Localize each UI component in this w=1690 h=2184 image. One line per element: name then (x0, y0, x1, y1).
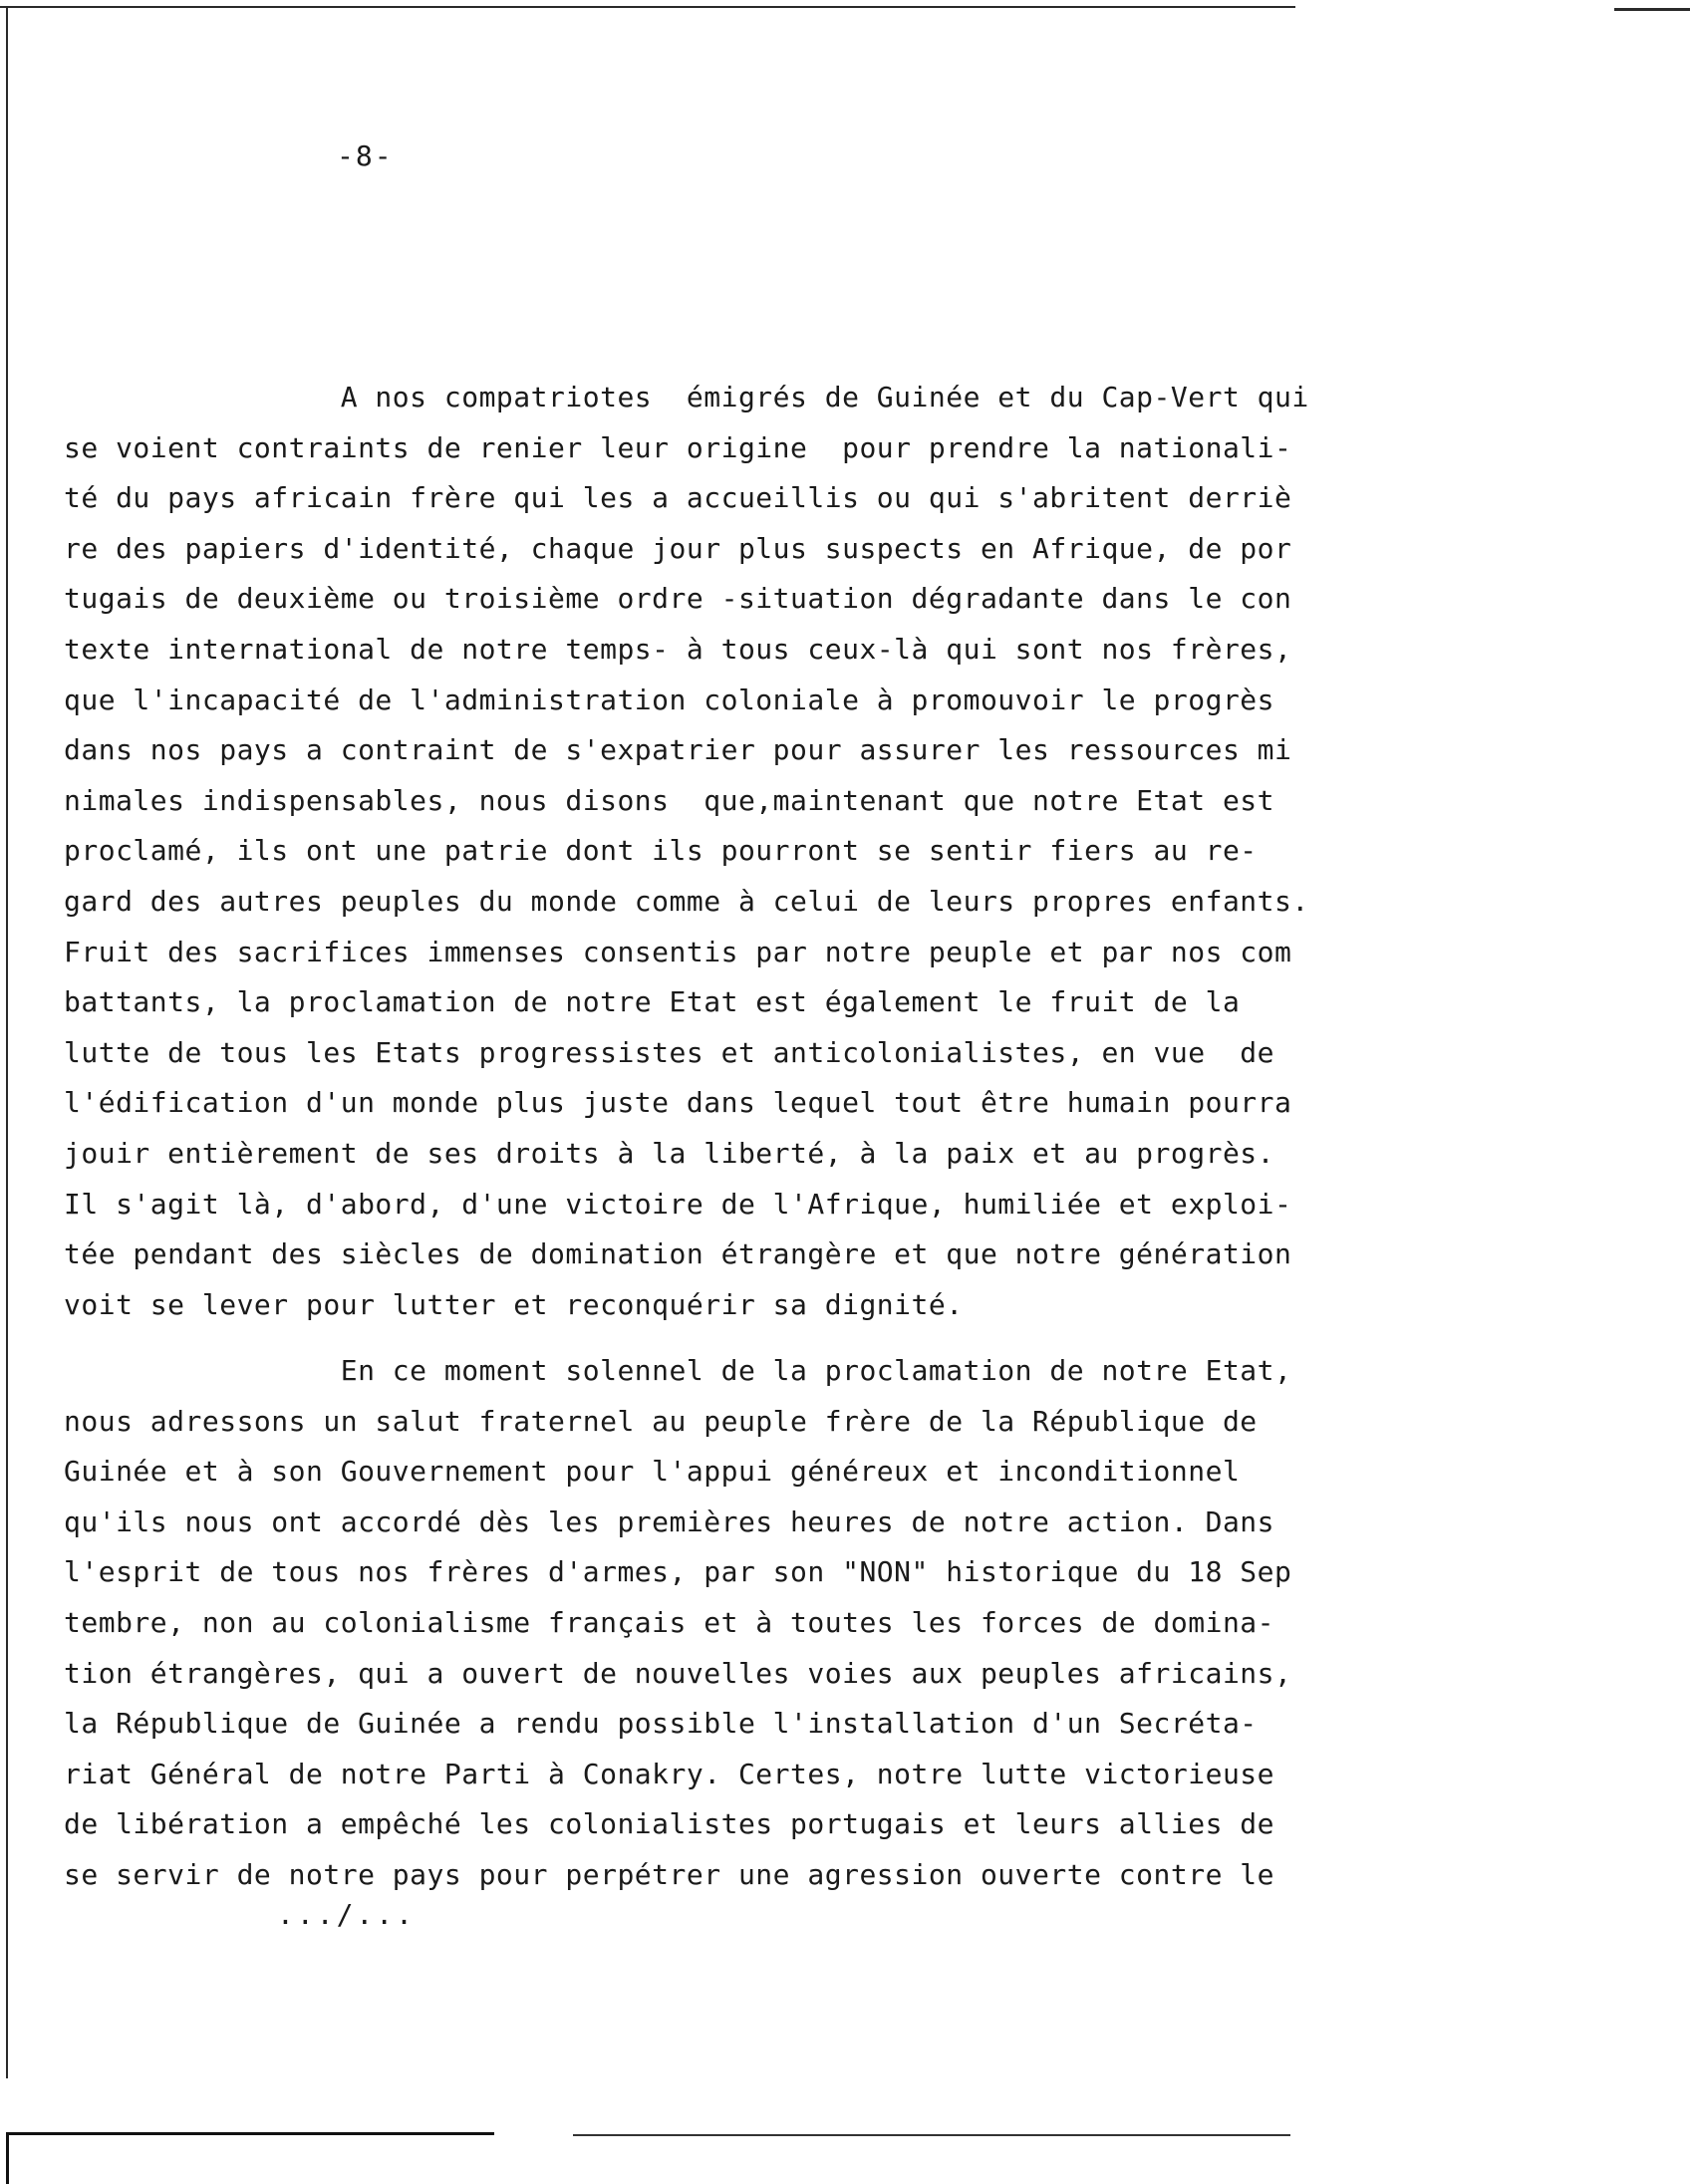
paragraph-line: battants, la proclamation de notre Etat est également le fruit de la (64, 985, 1241, 1019)
continuation-mark: .../... (277, 1898, 417, 1931)
paragraph-line: lutte de tous les Etats progressistes et anticolonialistes, en vue de (64, 1035, 1275, 1069)
paragraph-line: En ce moment solennel de la proclamation de notre Etat, (64, 1354, 1292, 1387)
paragraph-line: se voient contraints de renier leur origine pour prendre la nationali- (64, 430, 1292, 464)
paragraph-line: té du pays africain frère qui les a accueillis ou qui s'abritent derriè (64, 481, 1292, 515)
scan-border-left (6, 6, 8, 2078)
scan-border-top (0, 6, 1295, 8)
paragraph-2 (64, 1346, 1479, 1901)
paragraph-line: re des papiers d'identité, chaque jour plus suspects en Afrique, de por (64, 531, 1292, 565)
paragraph-line: Il s'agit là, d'abord, d'une victoire de l'Afrique, humiliée et exploi- (64, 1187, 1292, 1221)
paragraph-line: riat Général de notre Parti à Conakry. Certes, notre lutte victorieuse (64, 1757, 1275, 1790)
scan-border-bottom-left (6, 2132, 9, 2184)
paragraph-line: l'esprit de tous nos frères d'armes, par son "NON" historique du 18 Sep (64, 1555, 1292, 1589)
paragraph-line: jouir entièrement de ses droits à la liberté, à la paix et au progrès. (64, 1136, 1275, 1170)
paragraph-line: que l'incapacité de l'administration coloniale à promouvoir le progrès (64, 682, 1275, 716)
scan-border-bottom (6, 2132, 494, 2135)
paragraph-line: l'édification d'un monde plus juste dans lequel tout être humain pourra (64, 1086, 1292, 1120)
paragraph-line: tée pendant des siècles de domination étrangère et que notre génération (64, 1237, 1292, 1271)
paragraph-line: proclamé, ils ont une patrie dont ils pourront se sentir fiers au re- (64, 834, 1258, 868)
page-number: -8- (337, 139, 394, 172)
paragraph-line: texte international de notre temps- à tous ceux-là qui sont nos frères, (64, 632, 1292, 666)
paragraph-line: tembre, non au colonialisme français et à toutes les forces de domina- (64, 1605, 1275, 1639)
paragraph-line: gard des autres peuples du monde comme à celui de leurs propres enfants. (64, 884, 1309, 918)
paragraph-1 (64, 373, 1479, 1330)
paragraph-line: nimales indispensables, nous disons que,maintenant que notre Etat est (64, 783, 1275, 817)
paragraph-line: Fruit des sacrifices immenses consentis par notre peuple et par nos com (64, 935, 1292, 968)
paragraph-line: tion étrangères, qui a ouvert de nouvelles voies aux peuples africains, (64, 1656, 1292, 1690)
paragraph-line: de libération a empêché les colonialistes portugais et leurs allies de (64, 1807, 1275, 1841)
paragraph-line: qu'ils nous ont accordé dès les premières heures de notre action. Dans (64, 1504, 1275, 1538)
paragraph-line: A nos compatriotes émigrés de Guinée et du Cap-Vert qui (64, 381, 1309, 413)
paragraph-line: voit se lever pour lutter et reconquérir sa dignité. (64, 1287, 964, 1321)
paragraph-line: se servir de notre pays pour perpétrer une agression ouverte contre le (64, 1857, 1275, 1891)
scan-border-bottom-right (573, 2134, 1290, 2136)
paragraph-line: Guinée et à son Gouvernement pour l'appui généreux et inconditionnel (64, 1455, 1241, 1489)
paragraph-line: nous adressons un salut fraternel au peuple frère de la République de (64, 1404, 1258, 1438)
paragraph-line: la République de Guinée a rendu possible l'installation d'un Secréta- (64, 1707, 1258, 1741)
scan-border-top-right (1614, 8, 1690, 11)
paragraph-line: tugais de deuxième ou troisième ordre -situation dégradante dans le con (64, 582, 1292, 616)
paragraph-line: dans nos pays a contraint de s'expatrier pour assurer les ressources mi (64, 733, 1292, 767)
